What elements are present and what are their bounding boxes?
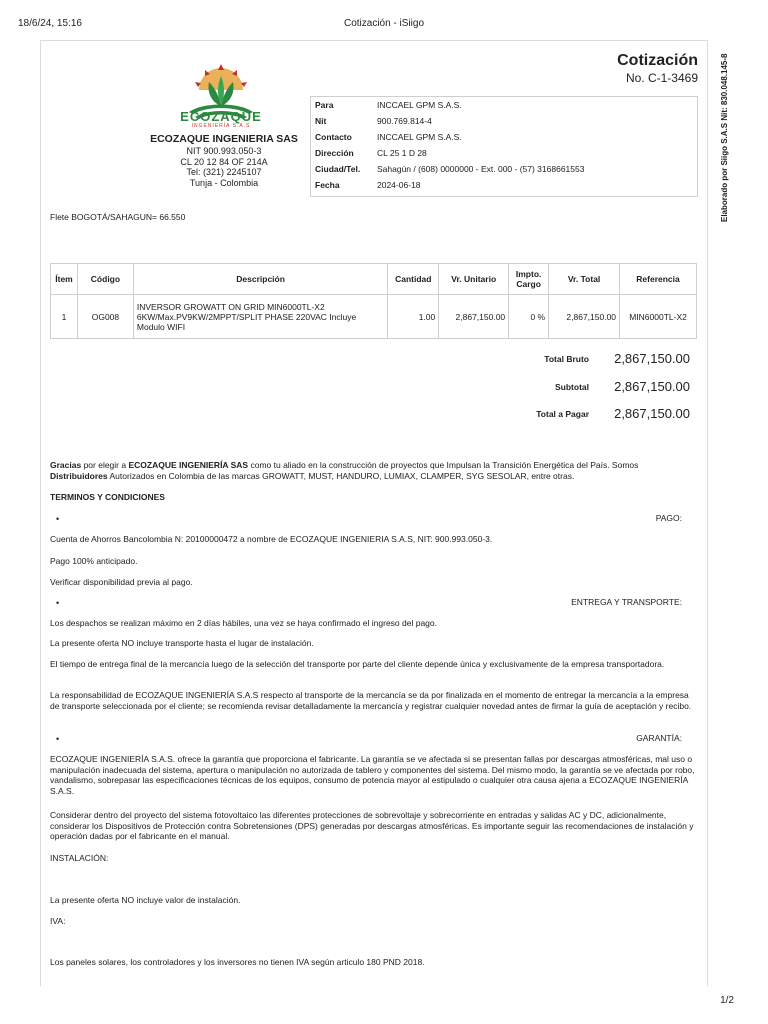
document-number: No. C-1-3469 bbox=[625, 71, 698, 85]
table-header-row bbox=[51, 264, 697, 295]
section-label-pago: PAGO: bbox=[655, 513, 682, 523]
cell-total: 2,867,150.00 bbox=[549, 295, 620, 339]
company-name: ECOZAQUE INGENIERIA SAS bbox=[150, 133, 298, 145]
subtotal-row bbox=[470, 377, 697, 397]
thanks-end: Autorizados en Colombia de las marcas GROWATT, MUST, HANDURO, LUMIAX, CLAMPER, SYG SESOLAR, entre otras. bbox=[107, 470, 575, 481]
entrega-line-3: El tiempo de entrega final de la mercancía luego de la selección del transporte por parte del cliente depende única y exclusivamente de la empresa transportadora. bbox=[50, 659, 665, 669]
client-row-para bbox=[311, 100, 699, 116]
thanks-paragraph bbox=[50, 460, 698, 481]
thanks-rest: como tu aliado en la construcción de proyectos que Impulsan la Transición Energética del País. Somos bbox=[248, 460, 639, 470]
total-label: Total a Pagar bbox=[536, 409, 589, 419]
cell-item: 1 bbox=[51, 295, 78, 339]
client-value: INCCAEL GPM S.A.S. bbox=[377, 100, 462, 110]
client-row-nit bbox=[311, 116, 699, 132]
client-info-box bbox=[310, 96, 698, 197]
terms-title: TERMINOS Y CONDICIONES bbox=[50, 492, 165, 502]
vertical-note bbox=[704, 40, 728, 240]
cell-quantity: 1.00 bbox=[388, 295, 439, 339]
client-key: Para bbox=[315, 100, 334, 110]
client-row-contacto bbox=[311, 132, 699, 148]
thanks-distributors: Distribuidores bbox=[50, 470, 108, 481]
table-row bbox=[51, 295, 697, 339]
instalacion-line-1: La presente oferta NO incluye valor de instalación. bbox=[50, 895, 241, 905]
cell-tax: 0 % bbox=[509, 295, 549, 339]
document-title: Cotización bbox=[617, 52, 698, 69]
logo-tagline: INGENIERÍA S.A.S bbox=[191, 123, 251, 129]
client-row-fecha bbox=[311, 180, 699, 196]
total-label: Total Bruto bbox=[544, 354, 589, 364]
total-label: Subtotal bbox=[555, 382, 589, 392]
total-value: 2,867,150.00 bbox=[614, 351, 690, 366]
document-title-block bbox=[617, 52, 698, 85]
client-value: 900.769.814-4 bbox=[377, 116, 432, 126]
client-key: Contacto bbox=[315, 132, 352, 142]
bullet-pago: • bbox=[56, 514, 60, 524]
col-header: Descripción bbox=[133, 264, 387, 295]
logo-wordmark: ECOZAQUE bbox=[180, 109, 262, 124]
client-key: Ciudad/Tel. bbox=[315, 164, 361, 174]
total-pagar-row bbox=[470, 404, 697, 424]
pago-line-3: Verificar disponibilidad previa al pago. bbox=[50, 577, 193, 587]
cell-reference: MIN6000TL-X2 bbox=[620, 295, 697, 339]
col-header: Vr. Unitario bbox=[439, 264, 509, 295]
client-value: 2024-06-18 bbox=[377, 180, 421, 190]
company-city: Tunja - Colombia bbox=[189, 177, 259, 188]
print-header bbox=[0, 0, 768, 36]
entrega-line-4: La responsabilidad de ECOZAQUE INGENIERÍA S.A.S respecto al transporte de la mercancía se da por finalizada en el momento de entregar la mercancía a la empresa de transporte seleccionada por el cliente; se recomienda revisar detalladamente la mercancía y registrar cualquier novedad antes de firmar la guía de aceptación y recibo. bbox=[50, 690, 692, 711]
bullet-entrega: • bbox=[56, 598, 60, 608]
section-label-garantia: GARANTÍA: bbox=[636, 733, 682, 743]
section-label-entrega: ENTREGA Y TRANSPORTE: bbox=[571, 597, 682, 607]
company-phone: Tel: (321) 2245107 bbox=[186, 167, 262, 177]
thanks-text: por elegir a bbox=[81, 460, 129, 470]
pago-line-2: Pago 100% anticipado. bbox=[50, 556, 138, 566]
company-info bbox=[118, 133, 330, 188]
col-header: Vr. Total bbox=[549, 264, 620, 295]
client-value: Sahagún / (608) 0000000 - Ext. 000 - (57) 3168661553 bbox=[377, 164, 585, 174]
print-datetime: 18/6/24, 15:16 bbox=[18, 18, 82, 29]
col-header: Cantidad bbox=[388, 264, 439, 295]
col-header: Impto. Cargo bbox=[509, 264, 549, 295]
client-row-ciudad bbox=[311, 164, 699, 180]
company-address: CL 20 12 84 OF 214A bbox=[180, 156, 268, 167]
client-value: INCCAEL GPM S.A.S. bbox=[377, 132, 462, 142]
cell-code: OG008 bbox=[77, 295, 133, 339]
client-key: Nit bbox=[315, 116, 327, 126]
instalacion-label: INSTALACIÓN: bbox=[50, 853, 109, 863]
client-value: CL 25 1 D 28 bbox=[377, 148, 427, 158]
total-value: 2,867,150.00 bbox=[614, 379, 690, 394]
cell-unit-value: 2,867,150.00 bbox=[439, 295, 509, 339]
garantia-line-2: Considerar dentro del proyecto del sistema fotovoltaico las diferentes protecciones de sobrevoltaje y sobrecorriente en entradas y salidas AC y DC, adicionalmente, considerar los Dispositivos de Protección contra Sobretensiones (DPS) generadas por descargas atmosféricas. Es importante seguir las recomendaciones de instalación y operación dadas por el fabricante en el manual. bbox=[50, 810, 694, 841]
garantia-line-1: ECOZAQUE INGENIERÍA S.A.S. ofrece la garantía que proporciona el fabricante. La garantía se ve afectada si se presentan fallas por descargas atmosféricas, mal uso o manipulación inadecuada del sistema, apertura o manipulación no autorizada de tablero y componentes del sistema. Del mismo modo, la garantía se ve afectada por robo, vandalismo, sobrepasar las especificaciones técnicas de los equipos, consumo de potencia mayor al estipulado o cualquier otra causa ajena a ECOZAQUE INGENIERÍA S.A.S. bbox=[50, 754, 695, 796]
pago-line-1: Cuenta de Ahorros Bancolombia N: 20100000472 a nombre de ECOZAQUE INGENIERIA S.A.S, NIT: 900.993.050-3. bbox=[50, 534, 493, 544]
total-value: 2,867,150.00 bbox=[614, 406, 690, 421]
company-nit: NIT 900.993.050-3 bbox=[186, 146, 262, 156]
iva-label: IVA: bbox=[50, 916, 66, 926]
iva-line-1: Los paneles solares, los controladores y los inversores no tienen IVA según articulo 180 PND 2018. bbox=[50, 957, 425, 967]
client-row-direccion bbox=[311, 148, 699, 164]
total-bruto-row bbox=[470, 349, 697, 369]
client-key: Dirección bbox=[315, 148, 354, 158]
col-header: Ítem bbox=[51, 264, 78, 295]
items-table bbox=[50, 263, 697, 339]
client-key: Fecha bbox=[315, 180, 340, 190]
bullet-garantia: • bbox=[56, 734, 60, 744]
thanks-bold: Gracias bbox=[50, 460, 82, 470]
page-number: 1/2 bbox=[720, 995, 734, 1006]
col-header: Referencia bbox=[620, 264, 697, 295]
entrega-line-2: La presente oferta NO incluye transporte hasta el lugar de instalación. bbox=[50, 638, 314, 648]
cell-description: INVERSOR GROWATT ON GRID MIN6000TL-X2 6KW/Max.PV9KW/2MPPT/SPLIT PHASE 220VAC Incluye Modulo WIFI bbox=[133, 295, 387, 339]
col-header: Código bbox=[77, 264, 133, 295]
thanks-company: ECOZAQUE INGENIERÍA SAS bbox=[128, 460, 249, 470]
entrega-line-1: Los despachos se realizan máximo en 2 días hábiles, una vez se haya confirmado el ingreso del pago. bbox=[50, 618, 437, 628]
vertical-note-text: Elaborado por Siigo S.A.S Nit: 830.048.145-8 bbox=[720, 53, 729, 222]
print-title: Cotización - iSiigo bbox=[343, 18, 425, 29]
flete-note: Flete BOGOTÁ/SAHAGUN= 66.550 bbox=[50, 212, 186, 222]
